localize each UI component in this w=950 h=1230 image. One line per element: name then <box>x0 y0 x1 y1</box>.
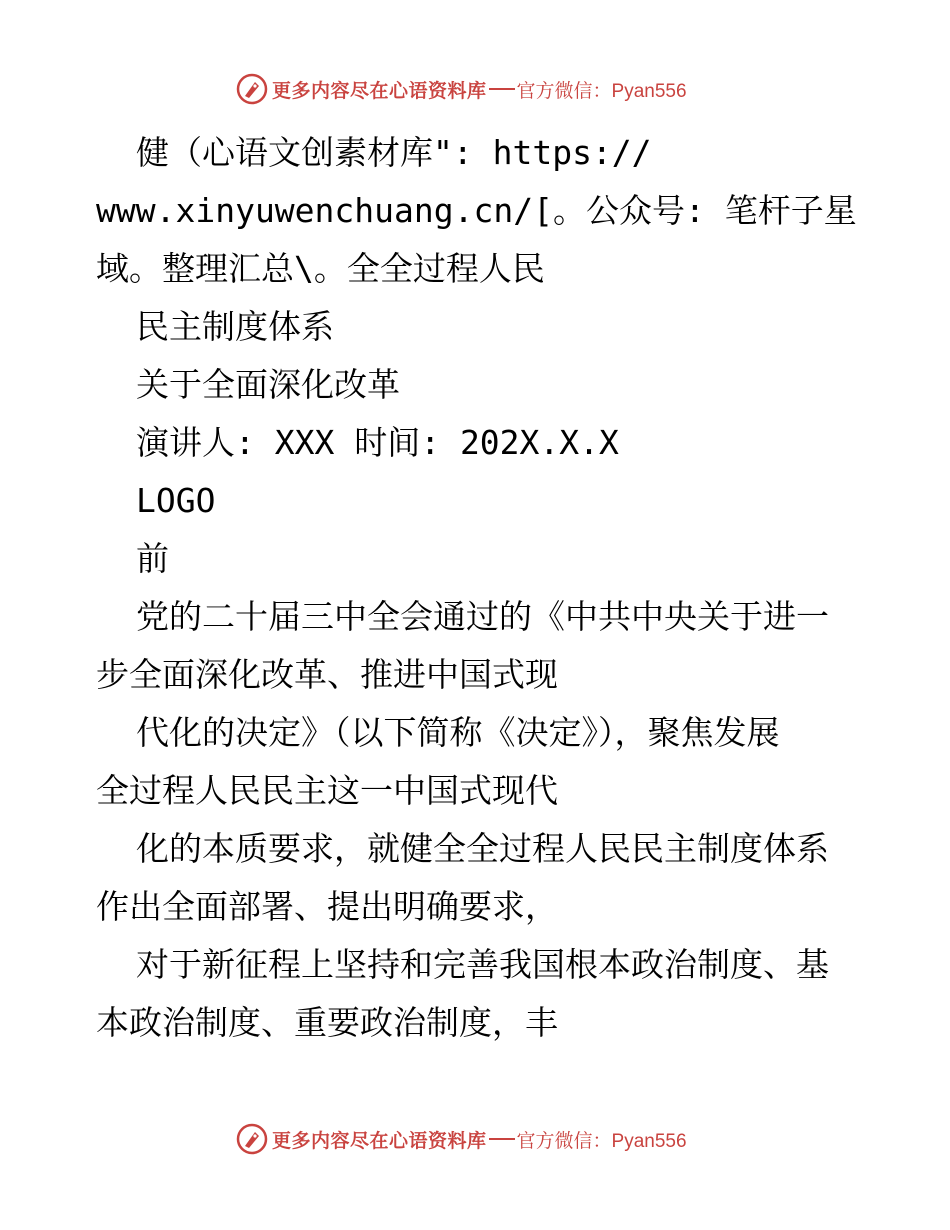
pen-nib-logo-icon <box>236 73 268 105</box>
body-line: 前 <box>136 539 169 578</box>
body-line: 域。整理汇总\。全全过程人民 <box>96 249 545 288</box>
header-banner <box>236 72 716 106</box>
paragraph-line: 全过程人民民主这一中国式现代 <box>96 771 558 810</box>
paragraph-line: 党的二十届三中全会通过的《中共中央关于进一 <box>136 597 829 636</box>
document-body <box>96 124 866 1052</box>
paragraph-line: 化的本质要求，就健全全过程人民民主制度体系 <box>136 829 829 868</box>
body-line: www.xinyuwenchuang.cn/[。公众号: 笔杆子星 <box>96 191 857 230</box>
banner-contact: 官方微信：Pyan556 <box>516 1130 687 1152</box>
pen-nib-logo-icon <box>236 1123 268 1155</box>
footer-banner <box>236 1122 716 1156</box>
banner-dash <box>489 1138 515 1140</box>
paragraph-line: 作出全面部署、提出明确要求， <box>96 887 558 926</box>
body-line: 健（心语文创素材库": https:// <box>136 133 652 172</box>
banner-contact: 官方微信：Pyan556 <box>516 80 687 102</box>
paragraph-line: 步全面深化改革、推进中国式现 <box>96 655 558 694</box>
body-line: 民主制度体系 <box>136 307 334 346</box>
speaker-line: 演讲人: XXX 时间: 202X.X.X <box>136 423 619 462</box>
logo-placeholder: LOGO <box>136 481 216 520</box>
banner-title: 更多内容尽在心语资料库 <box>272 1129 487 1152</box>
paragraph-line: 本政治制度、重要政治制度，丰 <box>96 1003 558 1042</box>
paragraph-line: 对于新征程上坚持和完善我国根本政治制度、基 <box>136 945 829 984</box>
banner-dash <box>489 88 515 90</box>
banner-title: 更多内容尽在心语资料库 <box>272 79 487 102</box>
body-line: 关于全面深化改革 <box>136 365 400 404</box>
paragraph-line: 代化的决定》（以下简称《决定》），聚焦发展 <box>136 713 780 752</box>
